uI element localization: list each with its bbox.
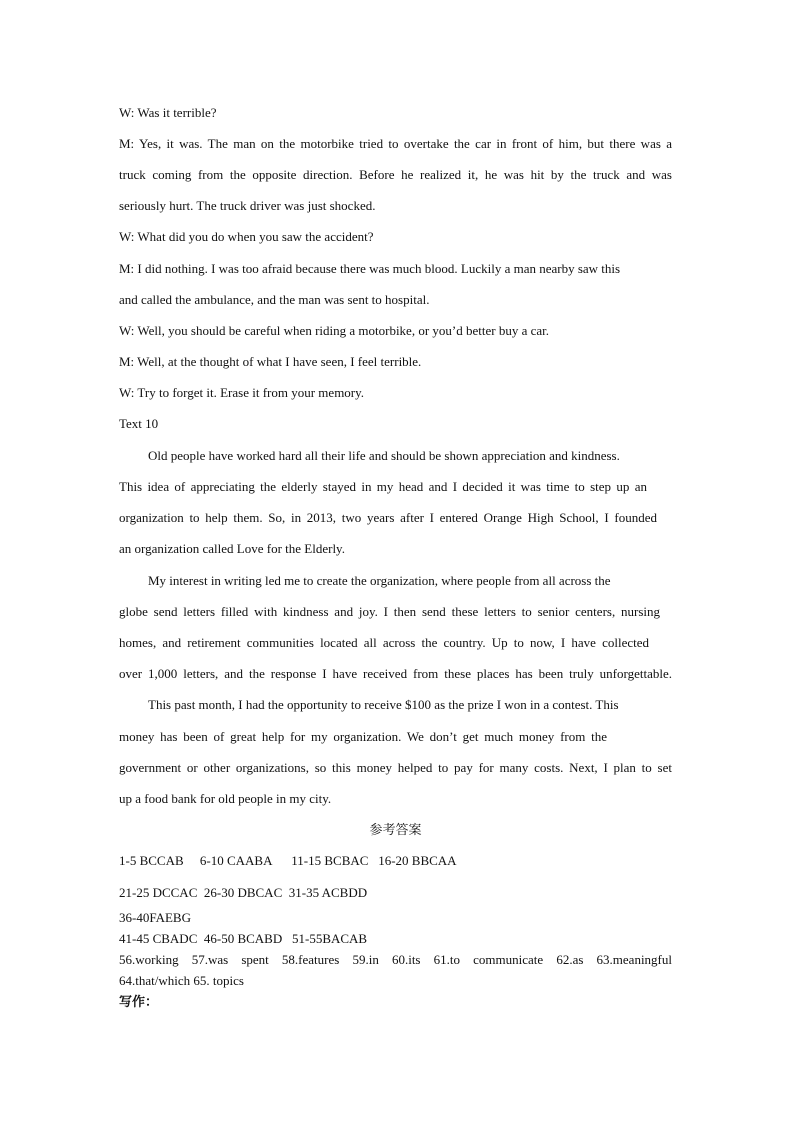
dialogue-line: truck coming from the opposite direction. Before he realized it, he was hit by the truck and was bbox=[119, 167, 672, 182]
answer-row: 1-5 BCCAB 6-10 CAABA 11-15 BCBAC 16-20 BBCAA bbox=[119, 853, 457, 868]
dialogue-line: W: Well, you should be careful when riding a motorbike, or you’d better buy a car. bbox=[119, 323, 549, 338]
paragraph-line: My interest in writing led me to create the organization, where people from all across the bbox=[148, 573, 611, 588]
paragraph-line: Old people have worked hard all their life and should be shown appreciation and kindness. bbox=[148, 448, 620, 463]
paragraph-line: homes, and retirement communities located all across the country. Up to now, I have collected bbox=[119, 635, 649, 650]
dialogue-line: and called the ambulance, and the man was sent to hospital. bbox=[119, 292, 430, 307]
paragraph-line: an organization called Love for the Elderly. bbox=[119, 541, 345, 556]
answer-row: 36-40FAEBG bbox=[119, 910, 191, 925]
writing-heading: 写作： bbox=[119, 994, 159, 1009]
paragraph-line: organization to help them. So, in 2013, two years after I entered Orange High School, I founded bbox=[119, 510, 657, 525]
dialogue-line: M: Yes, it was. The man on the motorbike tried to overtake the car in front of him, but there was a bbox=[119, 136, 672, 151]
dialogue-line: W: Try to forget it. Erase it from your memory. bbox=[119, 385, 365, 400]
paragraph-line: money has been of great help for my organization. We don’t get much money from the bbox=[119, 729, 607, 744]
answer-key-title: 参考答案 bbox=[369, 822, 422, 837]
answer-row: 21-25 DCCAC 26-30 DBCAC 31-35 ACBDD bbox=[119, 885, 368, 900]
section-heading: Text 10 bbox=[119, 416, 159, 431]
answer-row: 41-45 CBADC 46-50 BCABD 51-55BACAB bbox=[119, 931, 368, 946]
dialogue-line: seriously hurt. The truck driver was just shocked. bbox=[119, 198, 376, 213]
answer-row: 56.working 57.was spent 58.features 59.in 60.its 61.to communicate 62.as 63.meaningful bbox=[119, 952, 672, 967]
dialogue-line: W: Was it terrible? bbox=[119, 105, 217, 120]
paragraph-line: This past month, I had the opportunity to receive $100 as the prize I won in a contest. This bbox=[148, 697, 619, 712]
answer-row: 64.that/which 65. topics bbox=[119, 973, 244, 988]
paragraph-line: government or other organizations, so this money helped to pay for many costs. Next, I plan to set bbox=[119, 760, 672, 775]
paragraph-line: This idea of appreciating the elderly stayed in my head and I decided it was time to step up an bbox=[119, 479, 647, 494]
dialogue-line: M: Well, at the thought of what I have seen, I feel terrible. bbox=[119, 354, 422, 369]
paragraph-line: up a food bank for old people in my city. bbox=[119, 791, 332, 806]
paragraph-line: globe send letters filled with kindness and joy. I then send these letters to senior centers, nursing bbox=[119, 604, 660, 619]
dialogue-line: M: I did nothing. I was too afraid because there was much blood. Luckily a man nearby saw this bbox=[119, 261, 621, 276]
dialogue-line: W: What did you do when you saw the accident? bbox=[119, 229, 374, 244]
paragraph-line: over 1,000 letters, and the response I have received from these places has been truly unforgettable. bbox=[119, 666, 672, 681]
